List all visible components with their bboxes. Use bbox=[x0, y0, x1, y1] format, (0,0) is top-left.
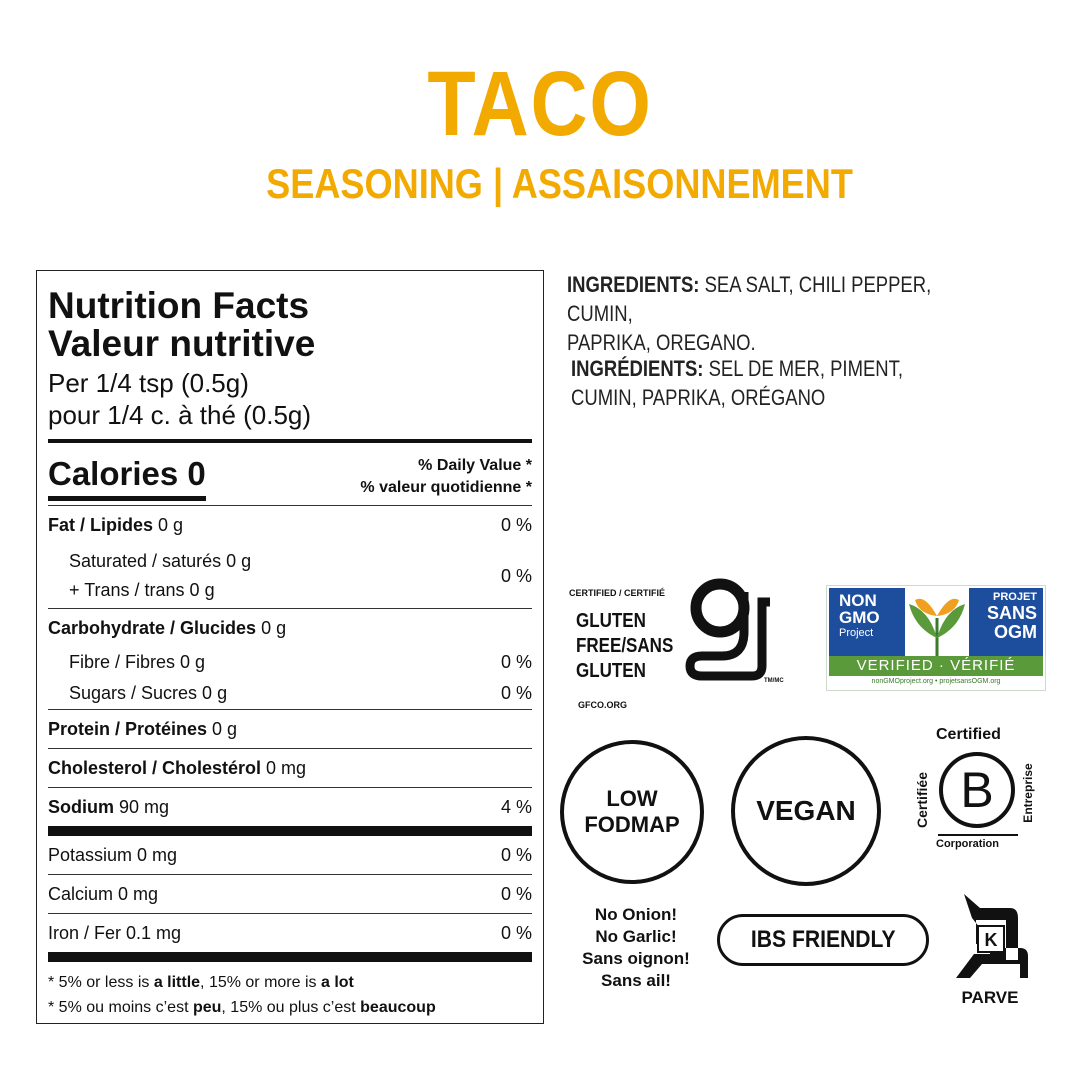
gluten-tm-text: TM/MC bbox=[764, 678, 784, 684]
nutrition-title-en: Nutrition Facts bbox=[48, 285, 310, 326]
daily-value-en: % Daily Value * bbox=[418, 457, 532, 474]
potassium-row: Potassium 0 mg 0 % bbox=[48, 844, 532, 865]
non-gmo-logo bbox=[826, 585, 1046, 691]
bcorp-b-icon: B bbox=[939, 752, 1015, 828]
protein-row: Protein / Protéines 0 g bbox=[48, 709, 532, 748]
fodmap-low: LOW bbox=[606, 786, 658, 811]
nongmo-projet: PROJET bbox=[992, 591, 1037, 603]
gluten-url-text: GFCO.ORG bbox=[578, 700, 627, 710]
serving-size-fr: pour 1/4 c. à thé (0.5g) bbox=[48, 400, 312, 430]
gluten-certified-text: CERTIFIED / CERTIFIÉ bbox=[569, 588, 666, 598]
bcorp-corporation: Corporation bbox=[936, 838, 999, 850]
thick-divider bbox=[48, 826, 532, 836]
iron-row: Iron / Fer 0.1 mg 0 % bbox=[48, 913, 532, 952]
kosher-parve-logo bbox=[950, 888, 1030, 1008]
fat-row: Fat / Lipides 0 g 0 % bbox=[48, 505, 532, 544]
thick-divider-bottom bbox=[48, 952, 532, 962]
serving-size-en: Per 1/4 tsp (0.5g) bbox=[48, 368, 249, 398]
gluten-g-icon bbox=[682, 572, 778, 694]
ingredients-en: INGREDIENTS: SEA SALT, CHILI PEPPER, CUMIN, PAPRIKA, OREGANO. bbox=[567, 272, 932, 355]
nongmo-ogm: OGM bbox=[994, 622, 1037, 642]
daily-value-fr: % valeur quotidienne * bbox=[360, 479, 532, 496]
footnote-en: * 5% or less is a little, 15% or more is a lot bbox=[48, 974, 354, 991]
carbohydrate-row: Carbohydrate / Glucides 0 g bbox=[48, 608, 532, 647]
bcorp-certifiee: Certifiée bbox=[914, 771, 931, 829]
calcium-row: Calcium 0 mg 0 % bbox=[48, 874, 532, 913]
nutrition-facts-panel bbox=[36, 270, 544, 1024]
gluten-free-text: GLUTEN FREE/SANS GLUTEN bbox=[576, 610, 674, 682]
vegan-badge: VEGAN bbox=[731, 736, 881, 886]
sugars-row: Sugars / Sucres 0 g 0 % bbox=[69, 682, 532, 703]
calories-row bbox=[48, 443, 532, 505]
kosher-k-icon bbox=[950, 888, 1030, 982]
nongmo-sans: SANS bbox=[986, 603, 1037, 623]
footnote bbox=[48, 970, 532, 1020]
kosher-parve-text: PARVE bbox=[961, 988, 1019, 1007]
nongmo-project: Project bbox=[839, 627, 874, 639]
footnote-fr: * 5% ou moins c’est peu, 15% ou plus c’est beaucoup bbox=[48, 999, 436, 1016]
calories-underline bbox=[48, 496, 206, 501]
calories-text: Calories 0 bbox=[48, 455, 206, 492]
fodmap-text: FODMAP bbox=[584, 812, 680, 837]
nongmo-gmo: GMO bbox=[839, 608, 880, 627]
gluten-free-logo bbox=[566, 572, 786, 714]
nutrition-title-fr: Valeur nutritive bbox=[48, 323, 316, 364]
product-title: TACO bbox=[427, 53, 653, 155]
b-corp-logo bbox=[916, 724, 1044, 856]
sodium-row: Sodium 90 mg 4 % bbox=[48, 787, 532, 826]
cholesterol-row: Cholesterol / Cholestérol 0 mg bbox=[48, 748, 532, 787]
low-fodmap-badge bbox=[560, 740, 704, 884]
svg-text:K: K bbox=[984, 930, 998, 950]
bcorp-entreprise: Entreprise bbox=[1021, 763, 1035, 823]
no-onion-garlic-text: No Onion! No Garlic! Sans oignon! Sans ail! bbox=[582, 905, 690, 990]
nongmo-urls: nonGMOproject.org • projetsansOGM.org bbox=[871, 678, 1001, 685]
ingredients-fr: INGRÉDIENTS: SEL DE MER, PIMENT, CUMIN, PAPRIKA, ORÉGANO bbox=[571, 356, 904, 410]
ibs-friendly-badge: IBS FRIENDLY bbox=[717, 914, 929, 966]
fibre-row: Fibre / Fibres 0 g 0 % bbox=[69, 651, 532, 672]
bcorp-certified: Certified bbox=[936, 726, 1001, 743]
nongmo-verified: VERIFIED · VÉRIFIÉ bbox=[829, 656, 1043, 676]
butterfly-leaf-icon bbox=[905, 588, 969, 656]
product-subtitle: SEASONING | ASSAISONNEMENT bbox=[266, 160, 853, 207]
saturated-trans-row: Saturated / saturés 0 g + Trans / trans 0 g 0 % bbox=[69, 551, 532, 600]
nongmo-non: NON bbox=[839, 591, 877, 610]
